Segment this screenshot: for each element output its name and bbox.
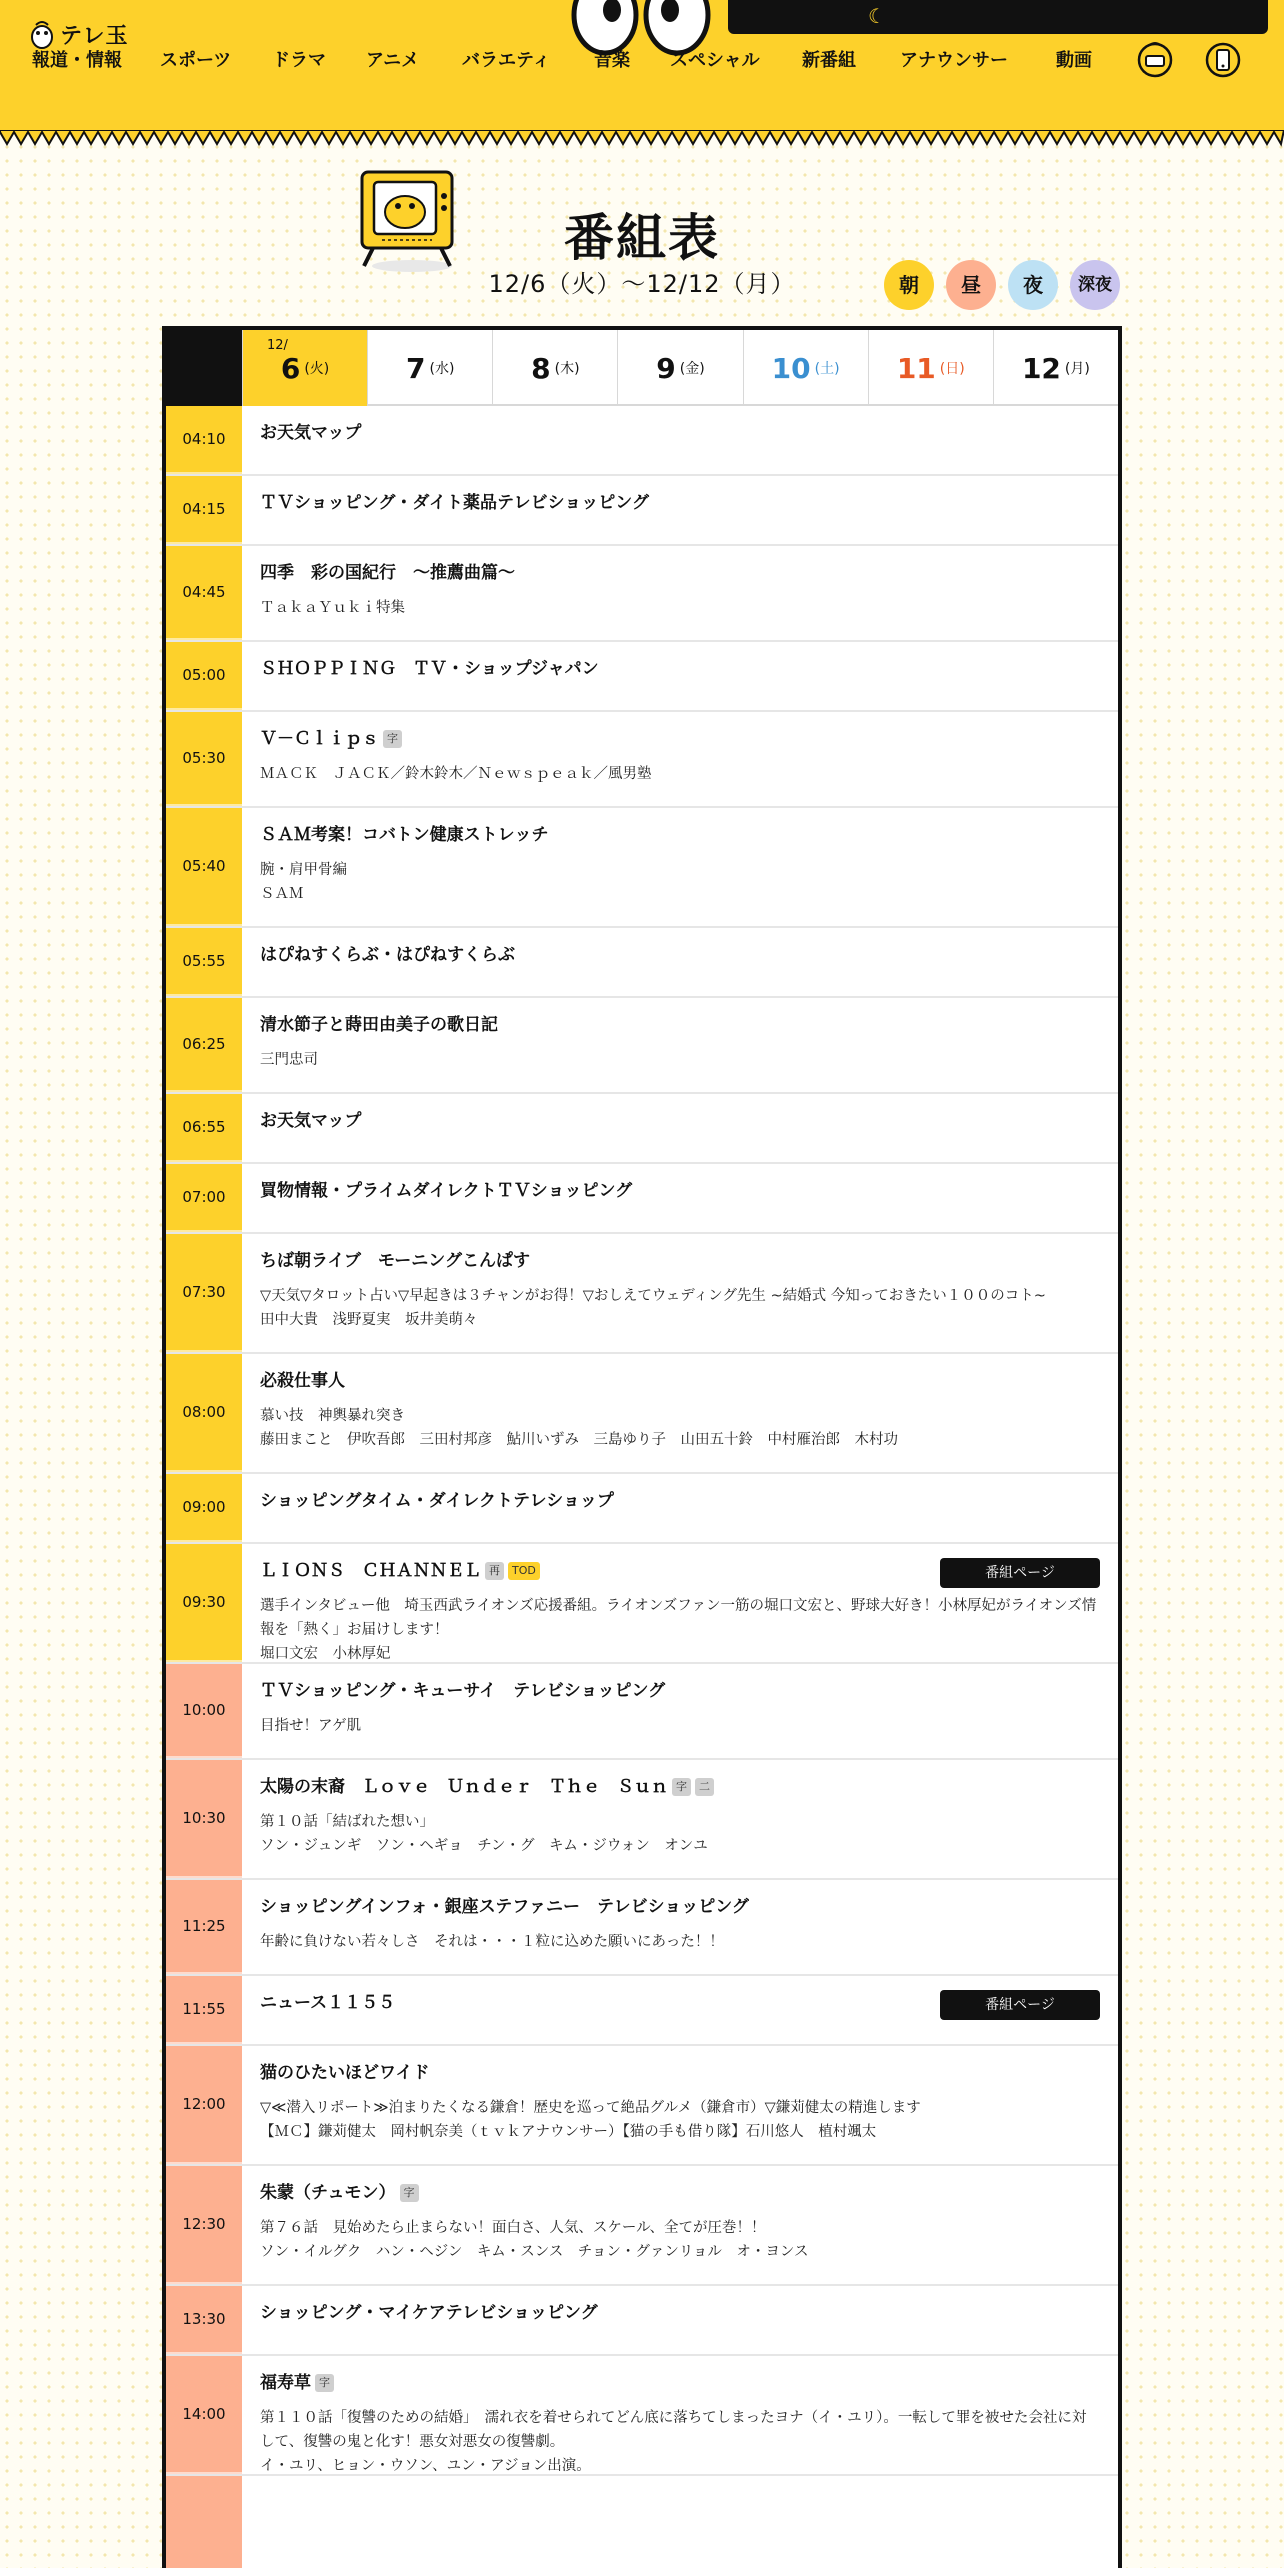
program-title[interactable] [260, 560, 1100, 586]
program-start-time: 06:55 [166, 1094, 242, 1162]
program-title[interactable] [260, 726, 1100, 752]
program-description: 第１０話「結ばれた想い」 [260, 1814, 434, 1830]
program-description: 慕い技 神輿暴れ突き [260, 1408, 405, 1424]
program-info [260, 2180, 1100, 2264]
program-start-time: 05:55 [166, 928, 242, 996]
header-zigzag-edge [0, 130, 1284, 148]
program-start-time: 10:30 [166, 1760, 242, 1878]
program-start-time: 06:25 [166, 998, 242, 1092]
program-description: 選手インタビュー他 埼玉西武ライオンズ応援番組。ライオンズファン一筋の堀口文宏と、野球大好き！小林厚妃がライオンズ情報を「熱く」お届けします！ [260, 1598, 1097, 1638]
program-title[interactable] [260, 1178, 1100, 1204]
moon-icon: ☾ [868, 4, 886, 28]
broadcast-badge: 再 [485, 1562, 504, 1580]
program-description: 第７６話 見始めたら止まらない！面白さ、人気、スケール、全てが圧巻！！ [260, 2220, 766, 2236]
program-title[interactable] [260, 822, 1100, 848]
program-start-time: 11:55 [166, 1976, 242, 2044]
program-title-text: ＬＩＯＮＳ ＣＨＡＮＮＥＬ [260, 1561, 481, 1581]
day-tab-weekday: (日) [939, 361, 965, 377]
broadcast-badge: 字 [315, 2374, 334, 2392]
program-start-time: 11:25 [166, 1880, 242, 1974]
day-tab-11[interactable] [868, 330, 993, 406]
program-info [260, 656, 1100, 682]
day-tab-8[interactable] [492, 330, 617, 406]
program-title-text: ちば朝ライブ モーニングこんぱす [260, 1251, 530, 1271]
day-tab-number: 11 [896, 351, 936, 385]
logo-text: テレ玉 [60, 23, 129, 49]
program-start-time: 13:30 [166, 2286, 242, 2354]
program-row[interactable] [166, 406, 1118, 476]
program-title-text: ＳＨＯＰＰＩＮＧ ＴＶ・ショップジャパン [260, 659, 599, 679]
nav-new-programs[interactable]: 新番組 [802, 50, 856, 71]
program-title-text: ニュース１１５５ [260, 1993, 396, 2013]
program-info [260, 2370, 1100, 2478]
program-description: 三門忠司 [260, 1052, 318, 1068]
mascot-logo-icon [30, 19, 54, 49]
program-start-time: 12:30 [166, 2166, 242, 2284]
program-title[interactable] [260, 2060, 1100, 2086]
day-tab-10[interactable] [743, 330, 868, 406]
program-title-text: 朱蒙（チュモン） [260, 2183, 396, 2203]
day-tab-weekday: (土) [814, 361, 840, 377]
broadcast-badge: 字 [383, 730, 402, 748]
program-info [260, 822, 1100, 906]
program-start-time: 05:40 [166, 808, 242, 926]
program-row[interactable] [166, 1094, 1118, 1164]
program-info [260, 1488, 1100, 1514]
program-row[interactable] [166, 808, 1118, 928]
day-tabs [166, 330, 1118, 406]
program-info [260, 1368, 1100, 1452]
day-tab-weekday: (水) [429, 361, 455, 377]
program-description: 年齢に負けない若々しさ それは・・・１粒に込めた願いにあった！！ [260, 1934, 724, 1950]
broadcast-badge: 字 [400, 2184, 419, 2202]
day-tab-12[interactable] [993, 330, 1118, 406]
tod-morning-button[interactable]: 朝 [884, 260, 934, 310]
program-title-text: お天気マップ [260, 423, 362, 443]
phone-mascot-icon[interactable] [1204, 38, 1242, 80]
program-title[interactable] [260, 656, 1100, 682]
program-row[interactable] [166, 928, 1118, 998]
program-title-text: ショッピングインフォ・銀座ステファニー テレビショッピング [260, 1897, 749, 1917]
program-title-text: 猫のひたいほどワイド [260, 2063, 430, 2083]
program-start-time: 09:00 [166, 1474, 242, 1542]
site-header [0, 0, 1284, 132]
program-info [260, 490, 1100, 516]
program-start-time: 14:00 [166, 2356, 242, 2474]
program-cast: ＳＡＭ [260, 886, 304, 902]
program-row[interactable] [166, 1880, 1118, 1976]
program-description: ▽天気▽タロット占い▽早起きは３チャンがお得！▽おしえてウェディング先生 ~結婚式 今知っておきたい１００のコト~ [260, 1288, 1046, 1304]
program-info [260, 2300, 1100, 2326]
program-page-button[interactable]: 番組ページ [940, 1990, 1100, 2020]
program-row[interactable] [166, 642, 1118, 712]
program-row[interactable] [166, 2166, 1118, 2286]
program-description: ＴａｋａＹｕｋｉ特集 [260, 600, 405, 616]
day-tab-month: 12/ [267, 338, 288, 353]
program-row[interactable] [166, 1976, 1118, 2046]
day-tab-weekday: (木) [554, 361, 580, 377]
program-info [260, 420, 1100, 446]
nav-videos[interactable]: 動画 [1056, 50, 1092, 71]
program-info [260, 1012, 1100, 1072]
program-info [260, 1894, 1100, 1954]
program-info [260, 1678, 1100, 1738]
radio-mascot-icon[interactable] [1136, 38, 1174, 80]
main-nav [0, 46, 1284, 78]
day-tab-6[interactable] [242, 330, 367, 406]
program-start-time [166, 2476, 242, 2568]
program-title-text: 必殺仕事人 [260, 1371, 345, 1391]
program-info [260, 1178, 1100, 1204]
program-title-text: 福寿草 [260, 2373, 311, 2393]
program-title[interactable] [260, 1894, 1100, 1920]
program-info [260, 560, 1100, 620]
program-info [260, 942, 1100, 968]
program-cast: 田中大貴 浅野夏実 坂井美萌々 [260, 1312, 478, 1328]
program-start-time: 08:00 [166, 1354, 242, 1472]
program-title-text: 太陽の末裔 Ｌｏｖｅ Ｕｎｄｅｒ Ｔｈｅ Ｓｕｎ [260, 1777, 668, 1797]
program-row[interactable] [166, 1664, 1118, 1760]
program-page-button[interactable]: 番組ページ [940, 1558, 1100, 1588]
program-start-time: 04:10 [166, 406, 242, 474]
nav-drama[interactable]: ドラマ [272, 50, 326, 71]
nav-anime[interactable]: アニメ [366, 50, 420, 71]
program-title-text: お天気マップ [260, 1111, 362, 1131]
program-title[interactable] [260, 1488, 1100, 1514]
program-schedule [162, 326, 1122, 2568]
program-title-text: 清水節子と蒔田由美子の歌日記 [260, 1015, 498, 1035]
program-row[interactable] [166, 1760, 1118, 1880]
search-bar[interactable] [728, 0, 1268, 34]
program-title-text: ＳＡＭ考案！コバトン健康ストレッチ [260, 825, 549, 845]
program-title[interactable] [260, 2370, 1100, 2396]
broadcast-badge: 二 [695, 1778, 714, 1796]
program-title[interactable] [260, 2180, 1100, 2206]
tod-night-button[interactable]: 夜 [1008, 260, 1058, 310]
program-title[interactable] [260, 1248, 1100, 1274]
broadcast-badge: 字 [672, 1778, 691, 1796]
program-row[interactable] [166, 1164, 1118, 1234]
program-description: 腕・肩甲骨編 [260, 862, 347, 878]
program-info [260, 726, 1100, 786]
program-title[interactable] [260, 1012, 1100, 1038]
day-tab-number: 8 [531, 351, 551, 385]
tod-latenight-button[interactable]: 深夜 [1070, 260, 1120, 310]
program-cast: ソン・ジュンギ ソン・ヘギョ チン・グ キム・ジウォン オンユ [260, 1838, 708, 1854]
page-title: 番組表 [564, 209, 720, 267]
program-info [260, 1108, 1100, 1134]
program-title[interactable] [260, 1678, 1100, 1704]
program-title[interactable] [260, 1774, 1100, 1800]
program-row[interactable] [166, 1354, 1118, 1474]
program-title-text: 四季 彩の国紀行 ～推薦曲篇～ [260, 563, 515, 583]
program-title[interactable] [260, 490, 1100, 516]
day-tab-number: 10 [771, 351, 811, 385]
day-tab-number: 7 [406, 351, 426, 385]
program-cast: 【ＭＣ】鎌苅健太 岡村帆奈美（ｔｖｋアナウンサー）【猫の手も借り隊】石川悠人 植村颯太 [260, 2124, 877, 2140]
nav-special[interactable]: スペシャル [670, 50, 760, 71]
day-tab-7[interactable] [367, 330, 492, 406]
program-description: 目指せ！アゲ肌 [260, 1718, 362, 1734]
program-title-text: ＴＶショッピング・ダイト薬品テレビショッピング [260, 493, 649, 513]
program-row[interactable] [166, 546, 1118, 642]
tod-daytime-button[interactable]: 昼 [946, 260, 996, 310]
program-description: 第１１０話「復讐のための結婚」 濡れ衣を着せられてどん底に落ちてしまったヨナ（イ・ユリ）。一転して罪を被せた会社に対して、復讐の鬼と化す！悪女対悪女の復讐劇。 [260, 2410, 1087, 2450]
program-row[interactable] [166, 1474, 1118, 1544]
program-row[interactable] [166, 1544, 1118, 1664]
program-title-text: ＴＶショッピング・キューサイ テレビショッピング [260, 1681, 666, 1701]
program-title[interactable] [260, 1108, 1100, 1134]
program-description: ＭＡＣＫ ＪＡＣＫ／鈴木鈴木／Ｎｅｗｓｐｅａｋ／風男塾 [260, 766, 652, 782]
program-cast: 藤田まこと 伊吹吾郎 三田村邦彦 鮎川いずみ 三島ゆり子 山田五十鈴 中村雁治郎 木村功 [260, 1432, 898, 1448]
program-start-time: 05:30 [166, 712, 242, 806]
program-title[interactable] [260, 1368, 1100, 1394]
tod-badge: TOD [508, 1562, 540, 1580]
program-start-time: 10:00 [166, 1664, 242, 1758]
program-row[interactable] [166, 2046, 1118, 2166]
program-row[interactable] [166, 1234, 1118, 1354]
program-title-text: 買物情報・プライムダイレクトＴＶショッピング [260, 1181, 633, 1201]
day-tab-weekday: (金) [679, 361, 705, 377]
program-row[interactable] [166, 2286, 1118, 2356]
program-cast: イ・ユリ、ヒョン・ウソン、ユン・アジョン出演。 [260, 2458, 591, 2474]
program-info [260, 1774, 1100, 1858]
program-start-time: 07:00 [166, 1164, 242, 1232]
program-title-text: はぴねすくらぶ・はぴねすくらぶ [260, 945, 515, 965]
program-start-time: 12:00 [166, 2046, 242, 2164]
day-header-corner [166, 330, 242, 406]
program-row[interactable] [166, 2476, 1118, 2568]
program-title-text: ショッピング・マイケアテレビショッピング [260, 2303, 598, 2323]
day-tab-weekday: (月) [1064, 361, 1090, 377]
program-start-time: 04:45 [166, 546, 242, 640]
day-tab-weekday: (火) [304, 361, 330, 377]
program-title[interactable] [260, 420, 1100, 446]
day-tab-number: 6 [280, 351, 301, 385]
day-tab-number: 9 [656, 351, 676, 385]
program-title[interactable] [260, 2300, 1100, 2326]
program-title[interactable] [260, 942, 1100, 968]
nav-sports[interactable]: スポーツ [160, 50, 232, 71]
day-tab-9[interactable] [617, 330, 742, 406]
program-cast: 堀口文宏 小林厚妃 [260, 1646, 391, 1662]
day-tab-number: 12 [1021, 351, 1061, 385]
nav-music[interactable]: 音楽 [594, 50, 630, 71]
program-title-text: Ｖ－Ｃｌｉｐｓ [260, 729, 379, 749]
program-row[interactable] [166, 2356, 1118, 2476]
nav-news[interactable]: 報道・情報 [32, 50, 122, 71]
program-start-time: 07:30 [166, 1234, 242, 1352]
program-description: ▽≪潜入リポート≫泊まりたくなる鎌倉！歴史を巡って絶品グルメ（鎌倉市）▽鎌苅健太の精進します [260, 2100, 921, 2116]
nav-variety[interactable]: バラエティ [462, 50, 551, 71]
program-info [260, 1248, 1100, 1332]
program-title-text: ショッピングタイム・ダイレクトテレショップ [260, 1491, 614, 1511]
program-row[interactable] [166, 998, 1118, 1094]
program-start-time: 09:30 [166, 1544, 242, 1662]
program-start-time: 05:00 [166, 642, 242, 710]
program-info [260, 2060, 1100, 2144]
program-start-time: 04:15 [166, 476, 242, 544]
program-cast: ソン・イルグク ハン・ヘジン キム・スンス チョン・グァンリョル オ・ヨンス [260, 2244, 809, 2260]
program-row[interactable] [166, 712, 1118, 808]
program-row[interactable] [166, 476, 1118, 546]
nav-announcers[interactable]: アナウンサー [900, 50, 1008, 71]
week-date-range: 12/6（火）〜12/12（月） [488, 270, 796, 298]
